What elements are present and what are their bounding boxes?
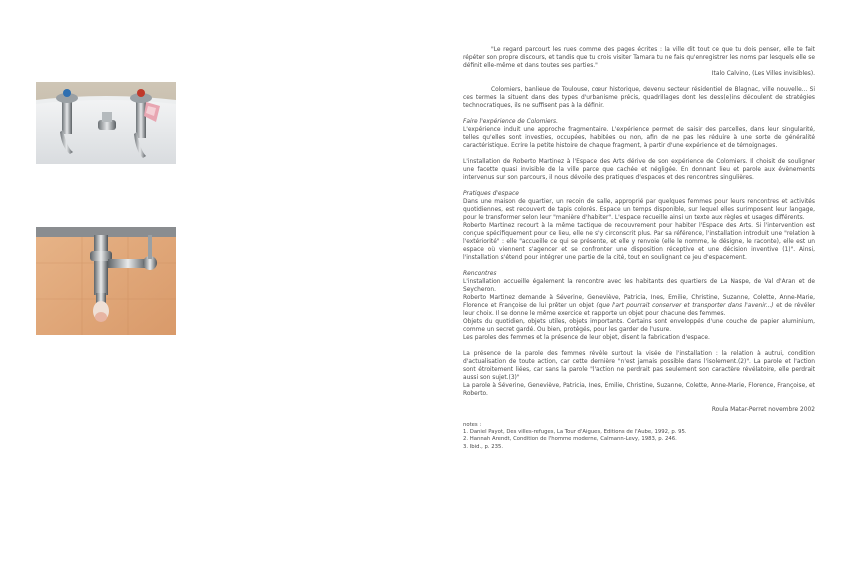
quote: "Le regard parcourt les rues comme des pages écrites : la ville dit tout ce que tu dois penser, elle te fait répéter son propre discours, et tandis que tu crois visiter Tamara tu ne fais qu'enregistrer les noms par lesquels elle se définit elle-même et dans toutes ses parties." xyxy=(463,47,815,69)
signature: Roula Matar-Perret novembre 2002 xyxy=(711,407,815,413)
essay-text xyxy=(463,46,815,451)
paragraph-paroles: Les paroles des femmes et la présence de leur objet, disent la fabrication d'espace. xyxy=(463,335,710,341)
intro-paragraph: Colomiers, banlieue de Toulouse, cœur historique, devenu secteur résidentiel de Blagnac, ville nouvelle... Si ces termes la situent dans des types d'urbanisme précis, quadrillages dont les dess(e)ins découlent de stratégies technocratiques, ils ne suffisent pas à la définir. xyxy=(463,87,815,109)
paragraph-installation: L'installation de Roberto Martinez à l'Espace des Arts dérive de son expérience de Colomiers. Il choisit de souligner une facette quasi invisible de la ville parce que cachée et négligée. En donnant lieu et parole aux évènements intervenus sur son parcours, il nous dévoile des pratiques d'espaces et des rencontres singulières. xyxy=(463,159,815,181)
paragraph-objets-femmes xyxy=(463,294,815,318)
paragraph-maison: Dans une maison de quartier, un recoin de salle, approprié par quelques femmes pour leurs rencontres et activités quotidiennes, est recouvert de tapis colorés. Espace un temps disponible, sur lequel elles surimposent leur langage, pour le transformer selon leur "manière d'habiter". L'espace recueille ainsi un texte aux règles et usages différents. xyxy=(463,199,815,221)
para6-start: Roberto Martinez demande à Séverine, Geneviève, Patricia, Ines, Emilie, Christine, Suzanne, Colette, Anne-Marie, Florence et Françoise de lui prêter un objet xyxy=(463,295,815,309)
quote-source: Italo Calvino, (Les Villes invisibles). xyxy=(711,71,815,77)
photo-washbasin-taps xyxy=(36,82,176,164)
section-heading-rencontres: Rencontres xyxy=(463,271,497,277)
paragraph-recouvrement: Roberto Martinez recourt à la même tactique de recouvrement pour habiter l'Espace des Arts. Si l'intervention est conçue spécifiquement pour ce lieu, elle ne s'y circonscrit plus. Par sa référence, l'installation introduit une "relation à l'extériorité" : elle "accueille ce qui se présente, et elle y renvoie (elle le nomme, le désigne, le raconte), elle est un espace où viennent s'agencer et se confronter une disposition réceptive et une décision inventive (1)". Ainsi, l'installation s'étend pour intégrer une partie de la cité, tout en soulignant ce jeu d'espacement. xyxy=(463,223,815,261)
notes-label: notes : xyxy=(463,422,482,428)
notes xyxy=(463,422,815,451)
washbasin-image xyxy=(36,82,176,164)
paragraph-presence: La présence de la parole des femmes révèle surtout la visée de l'installation : la relation à autrui, condition d'actualisation de toute action, car cette dernière "n'est jamais possible dans l'isolement.(2)". La parole et l'action sont étroitement liées, car sans la parole "l'action ne perdrait pas seulement son caractère révélatoire, elle perdrait aussi son sujet.(3)" xyxy=(463,351,815,381)
section-heading-pratiques: Pratiques d'espace xyxy=(463,191,519,197)
note-1: 1. Daniel Payot, Des villes-refuges, La Tour d'Aigues, Editions de l'Aube, 1992, p. 95. xyxy=(463,429,687,436)
para6-italic: (que l'art pourrait conserver et transporter dans l'avenir...) xyxy=(596,303,774,309)
paragraph-parole-a: La parole à Séverine, Geneviève, Patricia, Ines, Emilie, Christine, Suzanne, Colette, Anne-Marie, Florence, Françoise, et Roberto. xyxy=(463,383,815,397)
photo-sink-pipe xyxy=(36,227,176,335)
pipe-image xyxy=(36,227,176,335)
note-3: 3. Ibid., p. 235. xyxy=(463,443,504,450)
paragraph-objets-quotidien: Objets du quotidien, objets utiles, objets importants. Certains sont enveloppés d'une couche de papier aluminium, comme un secret gardé. Ou bien, protégés, pour les garder de l'usure. xyxy=(463,319,815,333)
para6-end: et de révéler leur choix. Il se donne le même exercice et rapporte un objet pour chacune des femmes. xyxy=(463,303,816,317)
note-2: 2. Hannah Arendt, Condition de l'homme moderne, Calmann-Levy, 1983, p. 246. xyxy=(463,436,677,443)
paragraph-habitants: L'installation accueille également la rencontre avec les habitants des quartiers de La Naspe, de Val d'Aran et de Seycheron. xyxy=(463,279,815,293)
paragraph-experience: L'expérience induit une approche fragmentaire. L'expérience permet de saisir des parcelles, dans leur singularité, telles qu'elles sont investies, occupées, habitées ou non, afin de ne pas les réduire à une sorte de généralité caractéristique. Ecrire la petite histoire de chaque fragment, à partir d'une expérience et de témoignages. xyxy=(463,127,815,149)
section-heading-experience: Faire l'expérience de Colomiers. xyxy=(463,119,558,125)
